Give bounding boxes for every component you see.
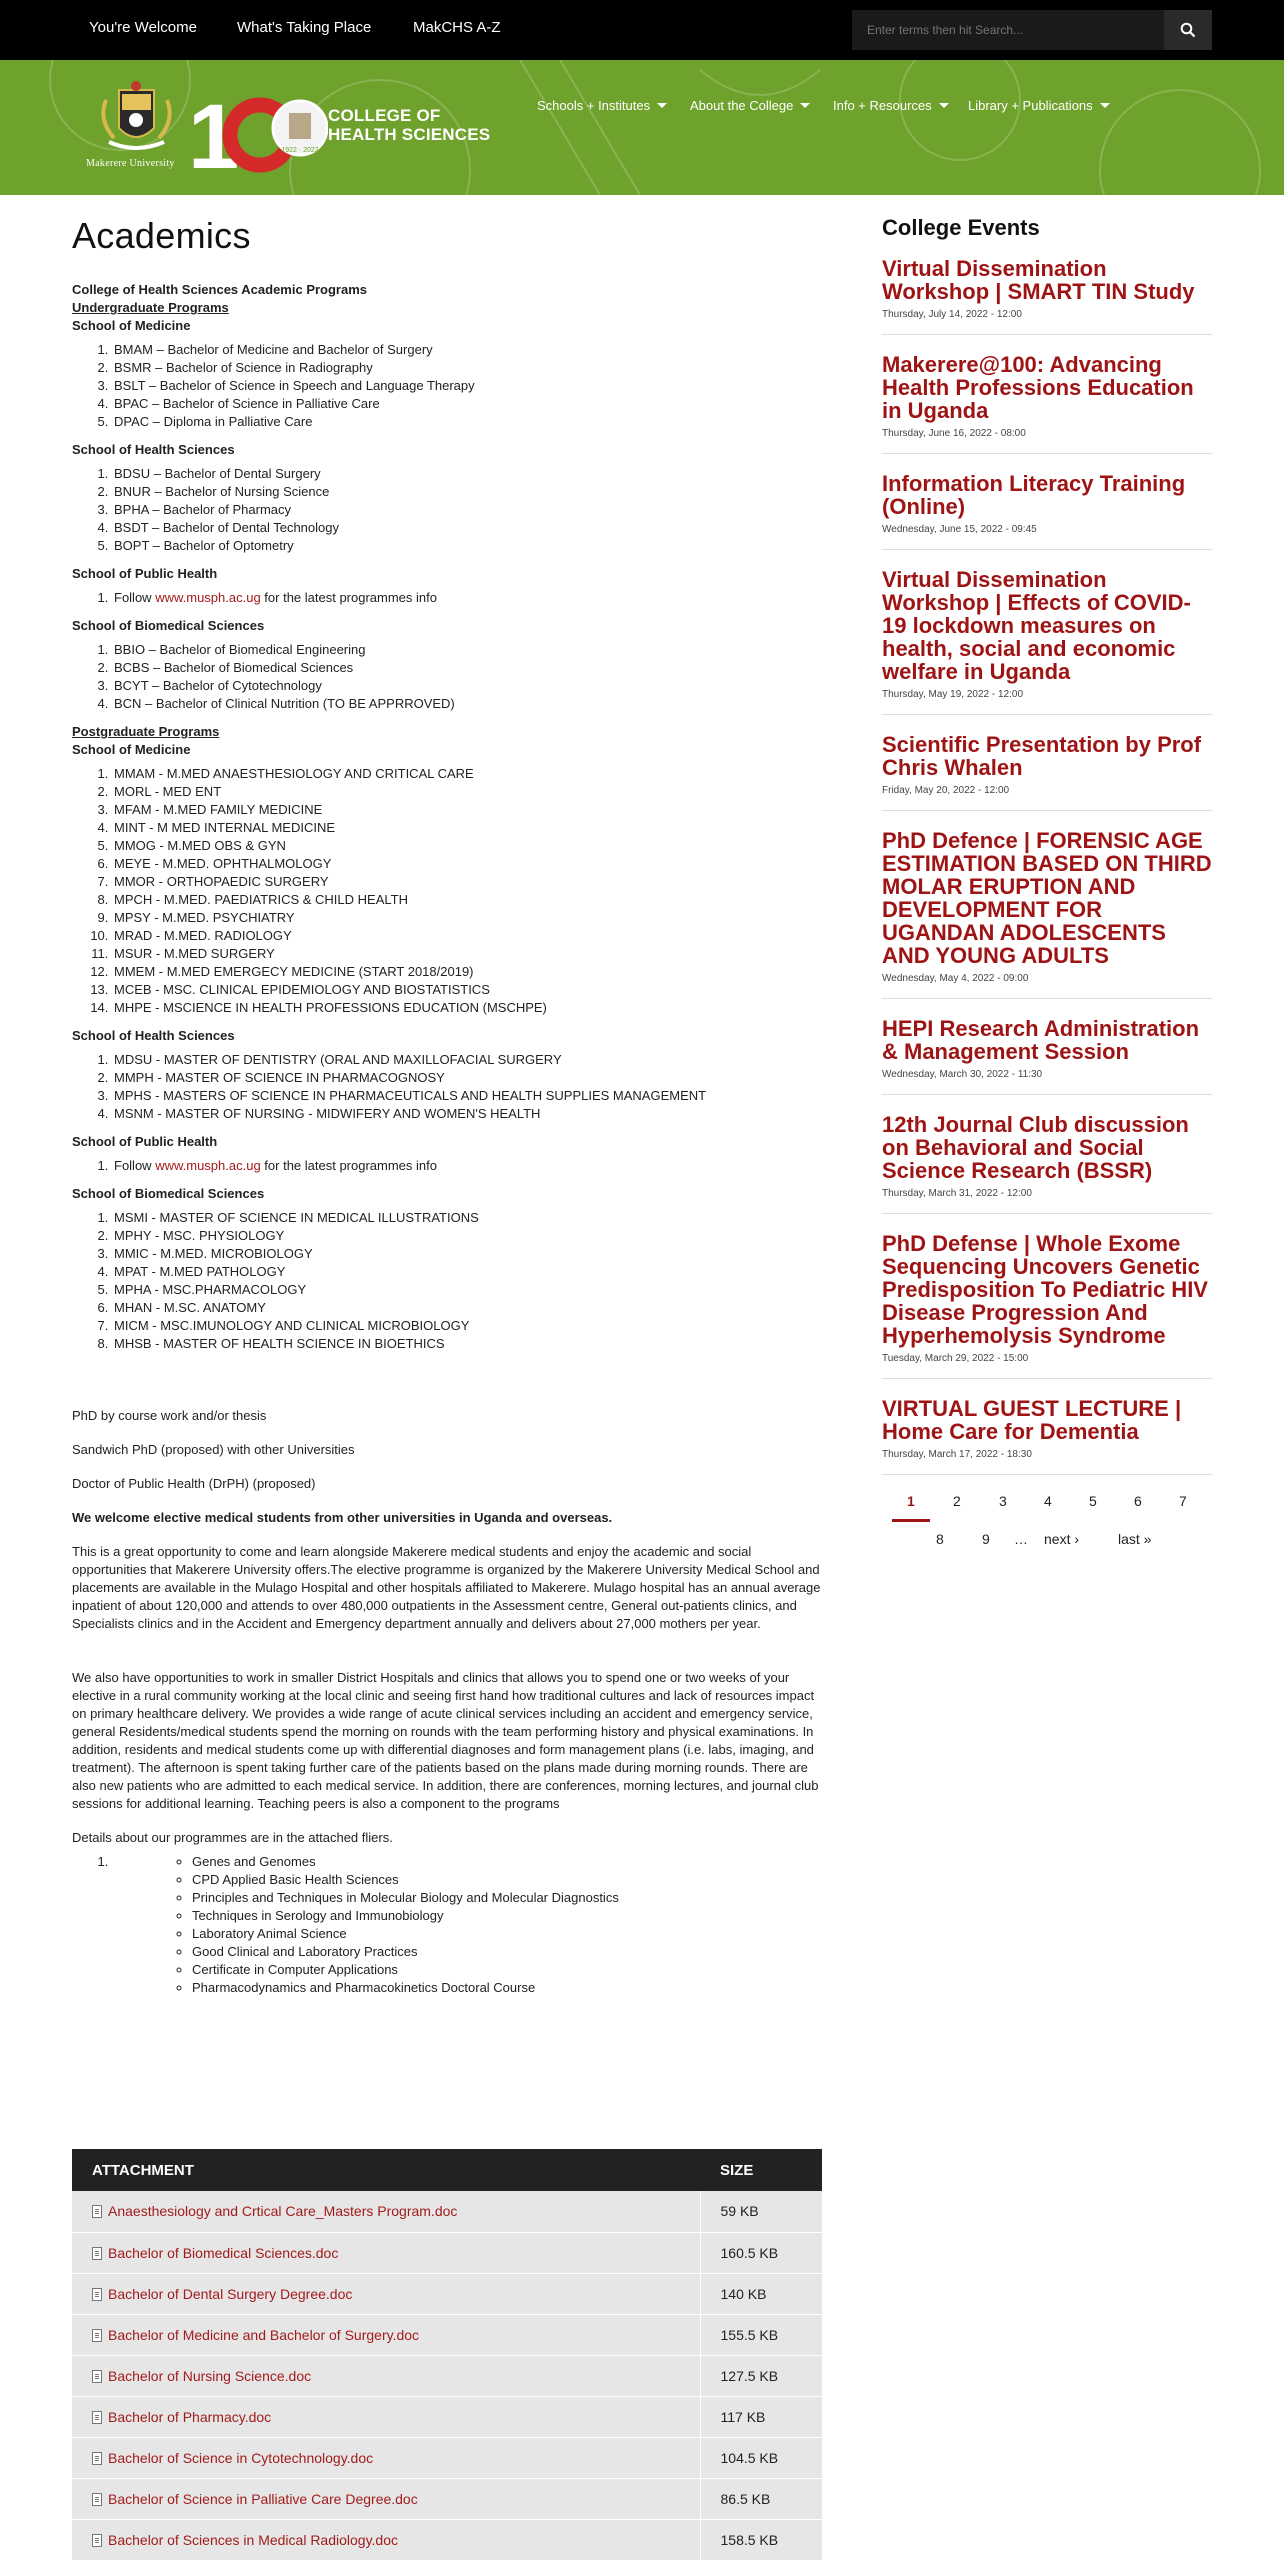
search-button[interactable] [1164, 10, 1212, 50]
fliers-list [112, 1853, 822, 1997]
postgrad-heading: Postgraduate Programs [72, 724, 220, 739]
attachment-link[interactable]: Bachelor of Nursing Science.doc [108, 2367, 312, 2384]
event-item [882, 733, 1212, 811]
attachment-cell [72, 2437, 700, 2478]
event-date: Thursday, July 14, 2022 - 12:00 [882, 309, 1022, 320]
school-heading: School of Medicine [72, 742, 191, 757]
main-building-icon [289, 113, 311, 139]
program-item: 7. MMOR - ORTHOPAEDIC SURGERY [112, 873, 822, 891]
program-item: 1. BBIO – Bachelor of Biomedical Engineering [112, 641, 822, 659]
school-heading: School of Biomedical Sciences [72, 1186, 265, 1201]
event-date: Tuesday, March 29, 2022 - 15:00 [882, 1353, 1029, 1364]
program-item: 4. MPAT - M.MED PATHOLOGY [112, 1263, 822, 1281]
program-item [112, 589, 822, 607]
college-name-line2: HEALTH SCIENCES [328, 125, 491, 144]
program-list [112, 465, 822, 555]
program-item: 6. MEYE - M.MED. OPHTHALMOLOGY [112, 855, 822, 873]
table-row [72, 2232, 822, 2273]
program-item: 13. MCEB - MSC. CLINICAL EPIDEMIOLOGY AND BIOSTATISTICS [112, 981, 822, 999]
program-list [112, 1209, 822, 1353]
event-item [882, 1232, 1212, 1379]
program-item: 3. BPHA – Bachelor of Pharmacy [112, 501, 822, 519]
follow-text-after: for the latest programmes info [260, 1158, 437, 1173]
program-item: 3. MMIC - M.MED. MICROBIOLOGY [112, 1245, 822, 1263]
attachment-cell [72, 2355, 700, 2396]
postgrad-list [72, 741, 822, 1353]
nav-library[interactable] [968, 98, 1110, 113]
pager-ellipsis: … [1014, 1531, 1028, 1547]
program-item: 4. BSDT – Bachelor of Dental Technology [112, 519, 822, 537]
college-name [328, 106, 490, 144]
elective-paragraph-1: This is a great opportunity to come and learn alongside Makerere medical students and enjoy the academic and social opportunities that Makerere University offers.The elective programme is organized by the Makerere University Medical School and placements are available in the Mulago Hospital and other hospitals affiliated to Makerere. Mulago hospital has an annual average inpatient of about 120,000 and attends to over 480,000 outpatients in the Assessment centre, General out-patients clinics, and Specialists clinics and in the Accident and Emergency department annually and delivers about 27,000 mothers per year. [72, 1544, 821, 1631]
event-title-link[interactable]: Information Literacy Training (Online) [882, 471, 1186, 519]
pager-link[interactable]: 7 [1179, 1493, 1187, 1509]
crest-label: Makerere University [86, 158, 175, 169]
course-item: ◦ Principles and Techniques in Molecular Biology and Molecular Diagnostics [192, 1889, 822, 1907]
program-list [112, 1051, 822, 1123]
program-item: 3. MPHS - MASTERS OF SCIENCE IN PHARMACEUTICALS AND HEALTH SUPPLIES MANAGEMENT [112, 1087, 822, 1105]
attachment-link[interactable]: Bachelor of Dental Surgery Degree.doc [108, 2285, 353, 2302]
school-heading: School of Health Sciences [72, 442, 235, 457]
centenary-logo [188, 80, 328, 180]
event-date: Wednesday, May 4, 2022 - 09:00 [882, 973, 1029, 984]
table-row [72, 2273, 822, 2314]
program-item: 1. MSMI - MASTER OF SCIENCE IN MEDICAL ILLUSTRATIONS [112, 1209, 822, 1227]
pager-link[interactable]: 8 [936, 1531, 944, 1547]
event-item [882, 829, 1212, 999]
table-row [72, 2478, 822, 2519]
document-icon [92, 2370, 102, 2383]
event-title-link[interactable]: HEPI Research Administration & Management Session [882, 1016, 1200, 1064]
attachment-cell [72, 2273, 700, 2314]
nav-about[interactable] [690, 98, 810, 113]
event-title-link[interactable]: VIRTUAL GUEST LECTURE | Home Care for Dementia [882, 1396, 1182, 1444]
program-list [112, 589, 822, 607]
attachment-size: 158.5 KB [700, 2519, 822, 2560]
fliers-list-item [112, 1853, 822, 1997]
page-title: Academics [72, 215, 251, 256]
caret-down-icon [657, 103, 667, 108]
table-header-row [72, 2149, 822, 2191]
event-title-link[interactable]: Virtual Dissemination Workshop | SMART TIN Study [882, 256, 1195, 304]
drph: Doctor of Public Health (DrPH) (proposed) [72, 1476, 316, 1491]
event-title-link[interactable]: 12th Journal Club discussion on Behavioral and Social Science Research (BSSR) [882, 1112, 1189, 1183]
program-item: 2. MPHY - MSC. PHYSIOLOGY [112, 1227, 822, 1245]
attachment-size: 160.5 KB [700, 2232, 822, 2273]
event-title-link[interactable]: Makerere@100: Advancing Health Professions Education in Uganda [882, 352, 1194, 423]
program-item: 1. MDSU - MASTER OF DENTISTRY (ORAL AND MAXILLOFACIAL SURGERY [112, 1051, 822, 1069]
attachment-size: 86.5 KB [700, 2478, 822, 2519]
nav-info-label: Info + Resources [833, 98, 932, 113]
event-item [882, 353, 1212, 454]
program-item: 4. BPAC – Bachelor of Science in Palliative Care [112, 395, 822, 413]
program-item: 6. MHAN - M.SC. ANATOMY [112, 1299, 822, 1317]
topnav-a-z[interactable]: MakCHS A-Z [413, 19, 501, 36]
program-item: 3. BCYT – Bachelor of Cytotechnology [112, 677, 822, 695]
school-heading: School of Public Health [72, 566, 218, 581]
school-heading: School of Biomedical Sciences [72, 618, 265, 633]
program-item: 12. MMEM - M.MED EMERGECY MEDICINE (START 2018/2019) [112, 963, 822, 981]
course-item: ◦ 1. Genes and Genomes [192, 1853, 822, 1871]
program-list [112, 341, 822, 431]
events-list [882, 257, 1212, 1475]
attachment-link[interactable]: Bachelor of Medicine and Bachelor of Surgery.doc [108, 2326, 420, 2343]
course-item: ◦ Laboratory Animal Science [192, 1925, 822, 1943]
program-item: 2. MMPH - MASTER OF SCIENCE IN PHARMACOGNOSY [112, 1069, 822, 1087]
college-name-line1: COLLEGE OF [328, 106, 441, 125]
pager-link[interactable]: next › [1044, 1531, 1080, 1547]
pager-active-indicator [892, 1519, 930, 1522]
event-title-link[interactable]: Virtual Dissemination Workshop | Effects of COVID-19 lockdown measures on health, social and economic welfare in Uganda [882, 567, 1191, 684]
nav-info[interactable] [833, 98, 949, 113]
pager-link[interactable]: 2 [953, 1493, 961, 1509]
event-title-link[interactable]: PhD Defence | FORENSIC AGE ESTIMATION BASED ON THIRD MOLAR ERUPTION AND DEVELOPMENT FOR UGANDAN ADOLESCENTS AND YOUNG ADULTS [882, 828, 1212, 968]
program-item: 5. MPHA - MSC.PHARMACOLOGY [112, 1281, 822, 1299]
program-item: 3. MFAM - M.MED FAMILY MEDICINE [112, 801, 822, 819]
program-item: 8. MPCH - M.MED. PAEDIATRICS & CHILD HEALTH [112, 891, 822, 909]
attachment-cell [72, 2232, 700, 2273]
site-header [0, 60, 1284, 195]
event-item [882, 472, 1212, 550]
topnav-events[interactable]: What's Taking Place [237, 19, 372, 36]
table-row [72, 2314, 822, 2355]
document-icon [92, 2288, 102, 2301]
pager-link[interactable]: last » [1118, 1531, 1152, 1547]
attachment-cell [72, 2191, 700, 2232]
event-title-link[interactable]: Scientific Presentation by Prof Chris Whalen [882, 732, 1202, 780]
event-item [882, 1397, 1212, 1475]
program-item: 3. BSLT – Bachelor of Science in Speech and Language Therapy [112, 377, 822, 395]
courses-list [192, 1853, 822, 1997]
event-date: Thursday, March 31, 2022 - 12:00 [882, 1188, 1032, 1199]
attachment-cell [72, 2396, 700, 2437]
nav-about-label: About the College [690, 98, 794, 113]
attachment-size: 117 KB [700, 2396, 822, 2437]
program-item: 14. MHPE - MSCIENCE IN HEALTH PROFESSIONS EDUCATION (MSCHPE) [112, 999, 822, 1017]
attachments-table [72, 2149, 822, 2561]
welcome-statement: We welcome elective medical students from other universities in Uganda and overseas. [72, 1510, 613, 1525]
program-item: 1. BMAM – Bachelor of Medicine and Bachelor of Surgery [112, 341, 822, 359]
topnav-welcome[interactable]: You're Welcome [89, 19, 197, 36]
top-bar [0, 0, 1284, 60]
nav-schools[interactable] [537, 98, 667, 113]
program-item: 4. MSNM - MASTER OF NURSING - MIDWIFERY AND WOMEN'S HEALTH [112, 1105, 822, 1123]
undergrad-heading: Undergraduate Programs [72, 300, 229, 315]
program-item: 2. BCBS – Bachelor of Biomedical Sciences [112, 659, 822, 677]
search-icon [1180, 22, 1196, 38]
program-item: 2. MORL - MED ENT [112, 783, 822, 801]
programs-section [72, 281, 822, 1353]
pager-current-page[interactable]: 1 [907, 1493, 915, 1509]
elective-paragraph-2: We also have opportunities to work in smaller District Hospitals and clinics that allows you to spend one or two weeks of your elective in a rural community working at the local clinic and seeing first hand how traditional cultures and lack of resources impact on primary healthcare delivery. We provides a wide range of acute clinical services including an accident and emergency service, general Residents/medical students spend the morning on rounds with the team performing history and physical examinations. In addition, residents and medical students come up with differential diagnoses and form management plans (i.e. labs, imaging, and treatment). The afternoon is spent taking further care of the patients based on the plans made during morning rounds. There are also new patients who are admitted to each medical service. In addition, there are conferences, morning lectures, and journal club sessions for additional learning. Teaching peers is also a component to the programs [72, 1670, 819, 1811]
event-item [882, 568, 1212, 715]
document-icon [92, 2247, 102, 2260]
undergrad-list [72, 317, 822, 713]
program-item: 2. BNUR – Bachelor of Nursing Science [112, 483, 822, 501]
table-row [72, 2191, 822, 2232]
nav-schools-label: Schools + Institutes [537, 98, 651, 113]
document-icon [92, 2534, 102, 2547]
event-item [882, 257, 1212, 335]
table-row [72, 2437, 822, 2478]
program-item: 4. BCN – Bachelor of Clinical Nutrition (TO BE APPRROVED) [112, 695, 822, 713]
attachment-size: 155.5 KB [700, 2314, 822, 2355]
follow-text: Follow [114, 1158, 156, 1173]
details-note: Details about our programmes are in the attached fliers. [72, 1830, 393, 1845]
caret-down-icon [800, 103, 810, 108]
event-item [882, 1017, 1212, 1095]
pager-link[interactable]: 3 [999, 1493, 1007, 1509]
main-content [72, 215, 822, 1997]
pager-link[interactable]: 9 [982, 1531, 990, 1547]
table-row [72, 2396, 822, 2437]
document-icon [92, 2205, 102, 2218]
caret-down-icon [1100, 103, 1110, 108]
school-heading: School of Health Sciences [72, 1028, 235, 1043]
event-date: Thursday, June 16, 2022 - 08:00 [882, 428, 1026, 439]
program-item: 1. MMAM - M.MED ANAESTHESIOLOGY AND CRITICAL CARE [112, 765, 822, 783]
attachment-size: 104.5 KB [700, 2437, 822, 2478]
college-logo[interactable] [84, 80, 494, 180]
course-item: ◦ Certificate in Computer Applications [192, 1961, 822, 1979]
program-item: 5. DPAC – Diploma in Palliative Care [112, 413, 822, 431]
document-icon [92, 2411, 102, 2424]
attachment-link[interactable]: Anaesthesiology and Crtical Care_Masters Program.doc [108, 2203, 458, 2220]
attachment-link[interactable]: Bachelor of Sciences in Medical Radiology.doc [108, 2531, 399, 2548]
attachment-cell [72, 2478, 700, 2519]
table-row [72, 2355, 822, 2396]
attachment-link[interactable]: Bachelor of Pharmacy.doc [108, 2408, 272, 2425]
event-date: Friday, May 20, 2022 - 12:00 [882, 785, 1010, 796]
caret-down-icon [939, 103, 949, 108]
document-icon [92, 2493, 102, 2506]
program-item: 2. BSMR – Bachelor of Science in Radiography [112, 359, 822, 377]
centenary-years: 1922 · 2022 [281, 147, 319, 154]
program-item: 5. BOPT – Bachelor of Optometry [112, 537, 822, 555]
program-item: 4. MINT - M MED INTERNAL MEDICINE [112, 819, 822, 837]
events-pager [882, 1493, 1212, 1553]
document-icon [92, 2329, 102, 2342]
attachments-body [72, 2191, 822, 2560]
events-sidebar [882, 215, 1212, 1553]
program-list [112, 641, 822, 713]
program-list [112, 765, 822, 1017]
attachment-link[interactable]: Bachelor of Science in Palliative Care Degree.doc [108, 2490, 418, 2507]
attachment-link[interactable]: Bachelor of Science in Cytotechnology.doc [108, 2449, 374, 2466]
search-box [852, 10, 1212, 50]
attachment-size: 59 KB [700, 2191, 822, 2232]
pager-link[interactable]: 5 [1089, 1493, 1097, 1509]
event-title-link[interactable]: PhD Defense | Whole Exome Sequencing Uncovers Genetic Predisposition To Pediatric HIV Disease Progression And Hyperhemolysis Syndrome [882, 1231, 1208, 1348]
attachment-size: 140 KB [700, 2273, 822, 2314]
search-input[interactable] [852, 10, 1164, 50]
attachment-size: 127.5 KB [700, 2355, 822, 2396]
program-item: 7. MICM - MSC.IMUNOLOGY AND CLINICAL MICROBIOLOGY [112, 1317, 822, 1335]
attachment-cell [72, 2314, 700, 2355]
attachment-cell [72, 2519, 700, 2560]
phd-coursework: PhD by course work and/or thesis [72, 1408, 267, 1423]
pager-link[interactable]: 6 [1134, 1493, 1142, 1509]
musph-link[interactable]: www.musph.ac.ug [155, 1158, 261, 1173]
course-item: ◦ Techniques in Serology and Immunobiology [192, 1907, 822, 1925]
musph-link[interactable]: www.musph.ac.ug [155, 590, 261, 605]
program-item: 10. MRAD - M.MED. RADIOLOGY [112, 927, 822, 945]
event-date: Wednesday, June 15, 2022 - 09:45 [882, 524, 1037, 535]
nav-library-label: Library + Publications [968, 98, 1093, 113]
follow-text: Follow [114, 590, 156, 605]
document-icon [92, 2452, 102, 2465]
event-item [882, 1113, 1212, 1214]
school-heading: School of Public Health [72, 1134, 218, 1149]
table-row [72, 2519, 822, 2560]
program-item: 1. BDSU – Bachelor of Dental Surgery [112, 465, 822, 483]
program-item: 8. MHSB - MASTER OF HEALTH SCIENCE IN BIOETHICS [112, 1335, 822, 1353]
follow-text-after: for the latest programmes info [260, 590, 437, 605]
programs-heading: College of Health Sciences Academic Programs [72, 282, 368, 297]
course-item: ◦ Pharmacodynamics and Pharmacokinetics Doctoral Course [192, 1979, 822, 1997]
attachment-link[interactable]: Bachelor of Biomedical Sciences.doc [108, 2244, 339, 2261]
events-title: College Events [882, 215, 1040, 240]
event-date: Thursday, May 19, 2022 - 12:00 [882, 689, 1024, 700]
program-item: 9. MPSY - M.MED. PSYCHIATRY [112, 909, 822, 927]
course-item: ◦ Good Clinical and Laboratory Practices [192, 1943, 822, 1961]
program-item: 5. MMOG - M.MED OBS & GYN [112, 837, 822, 855]
program-list [112, 1157, 822, 1175]
event-date: Thursday, March 17, 2022 - 18:30 [882, 1449, 1032, 1460]
centenary-one: 1 [188, 86, 240, 180]
pager-link[interactable]: 4 [1044, 1493, 1052, 1509]
program-item [112, 1157, 822, 1175]
program-item: 11. MSUR - M.MED SURGERY [112, 945, 822, 963]
phd-sandwich: Sandwich PhD (proposed) with other Universities [72, 1442, 355, 1457]
event-date: Wednesday, March 30, 2022 - 11:30 [882, 1069, 1043, 1080]
course-item: ◦ CPD Applied Basic Health Sciences [192, 1871, 822, 1889]
school-heading: School of Medicine [72, 318, 191, 333]
col-size: SIZE [700, 2149, 822, 2191]
col-attachment: ATTACHMENT [72, 2149, 700, 2191]
